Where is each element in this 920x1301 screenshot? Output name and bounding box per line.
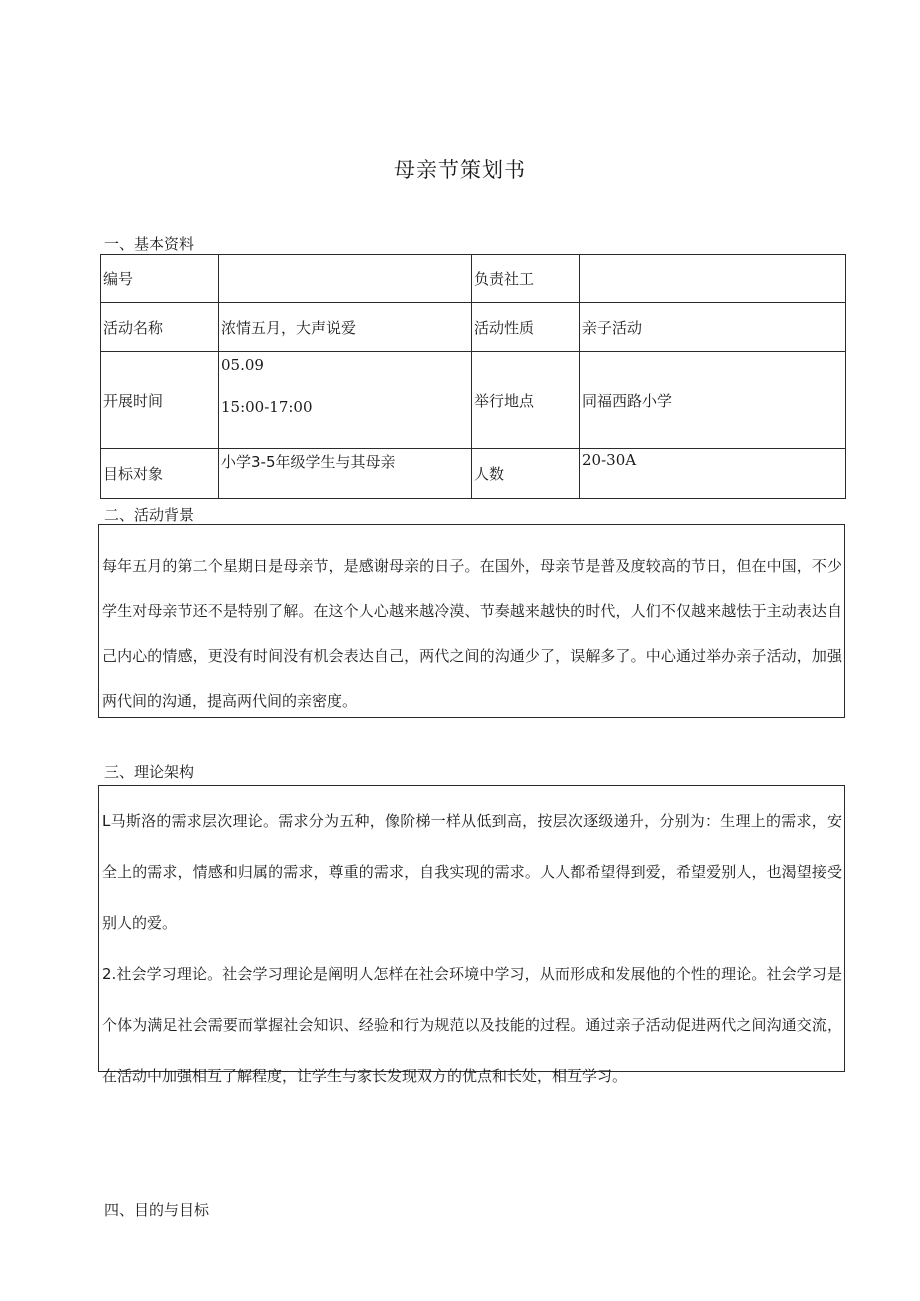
label-time: 开展时间 [101,352,219,449]
label-activity-type: 活动性质 [472,303,580,352]
section-heading-goals: 四、目的与目标 [104,1201,210,1219]
value-target: 小学3-5年级学生与其母亲 [219,449,472,499]
table-row [101,255,846,303]
value-date: 05.09 [221,356,264,374]
value-social-worker [580,255,846,303]
background-text: 每年五月的第二个星期日是母亲节，是感谢母亲的日子。在国外，母亲节是普及度较高的节日，但在中国，不少学生对母亲节还不是特别了解。在这个人心越来越冷漠、节奏越来越快的时代，人们不仅越来越怯于主动表达自己内心的情感，更没有时间没有机会表达自己，两代之间的沟通少了，误解多了。中心通过举办亲子活动，加强两代间的沟通，提高两代间的亲密度。 [102,557,842,710]
section-heading-basic-info: 一、基本资料 [104,235,195,253]
table-row [101,303,846,352]
value-location: 同福西路小学 [580,352,846,449]
document-title: 母亲节策划书 [394,158,526,182]
label-target: 目标对象 [101,449,219,499]
section-heading-theory: 三、理论架构 [104,763,195,781]
label-activity-name: 活动名称 [101,303,219,352]
value-time-range: 15:00-17:00 [221,398,313,416]
theory-item-2: 2.社会学习理论。社会学习理论是阐明人怎样在社会环境中学习，从而形成和发展他的个性的理论。社会学习是个体为满足社会需要而掌握社会知识、经验和行为规范以及技能的过程。通过亲子活动促进两代之间沟通交流，在活动中加强相互了解程度，让学生与家长发现双方的优点和长处，相互学习。 [102,965,842,1085]
label-social-worker: 负责社工 [472,255,580,303]
label-count: 人数 [472,449,580,499]
theory-box [98,785,845,1085]
value-time [219,352,472,449]
theory-item-1: L马斯洛的需求层次理论。需求分为五种，像阶梯一样从低到高，按层次逐级递升，分别为：生理上的需求，安全上的需求，情感和归属的需求，尊重的需求，自我实现的需求。人人都希望得到爱，希望爱别人，也渴望接受别人的爱。 [102,812,842,932]
basic-info-table [100,254,846,499]
value-activity-type: 亲子活动 [580,303,846,352]
label-id: 编号 [101,255,219,303]
background-box [98,524,845,718]
table-row [101,352,846,449]
value-count: 20-30A [580,449,846,499]
label-location: 举行地点 [472,352,580,449]
section-heading-background: 二、活动背景 [104,506,195,524]
value-activity-name: 浓情五月，大声说爱 [219,303,472,352]
value-id [219,255,472,303]
table-row [101,449,846,499]
